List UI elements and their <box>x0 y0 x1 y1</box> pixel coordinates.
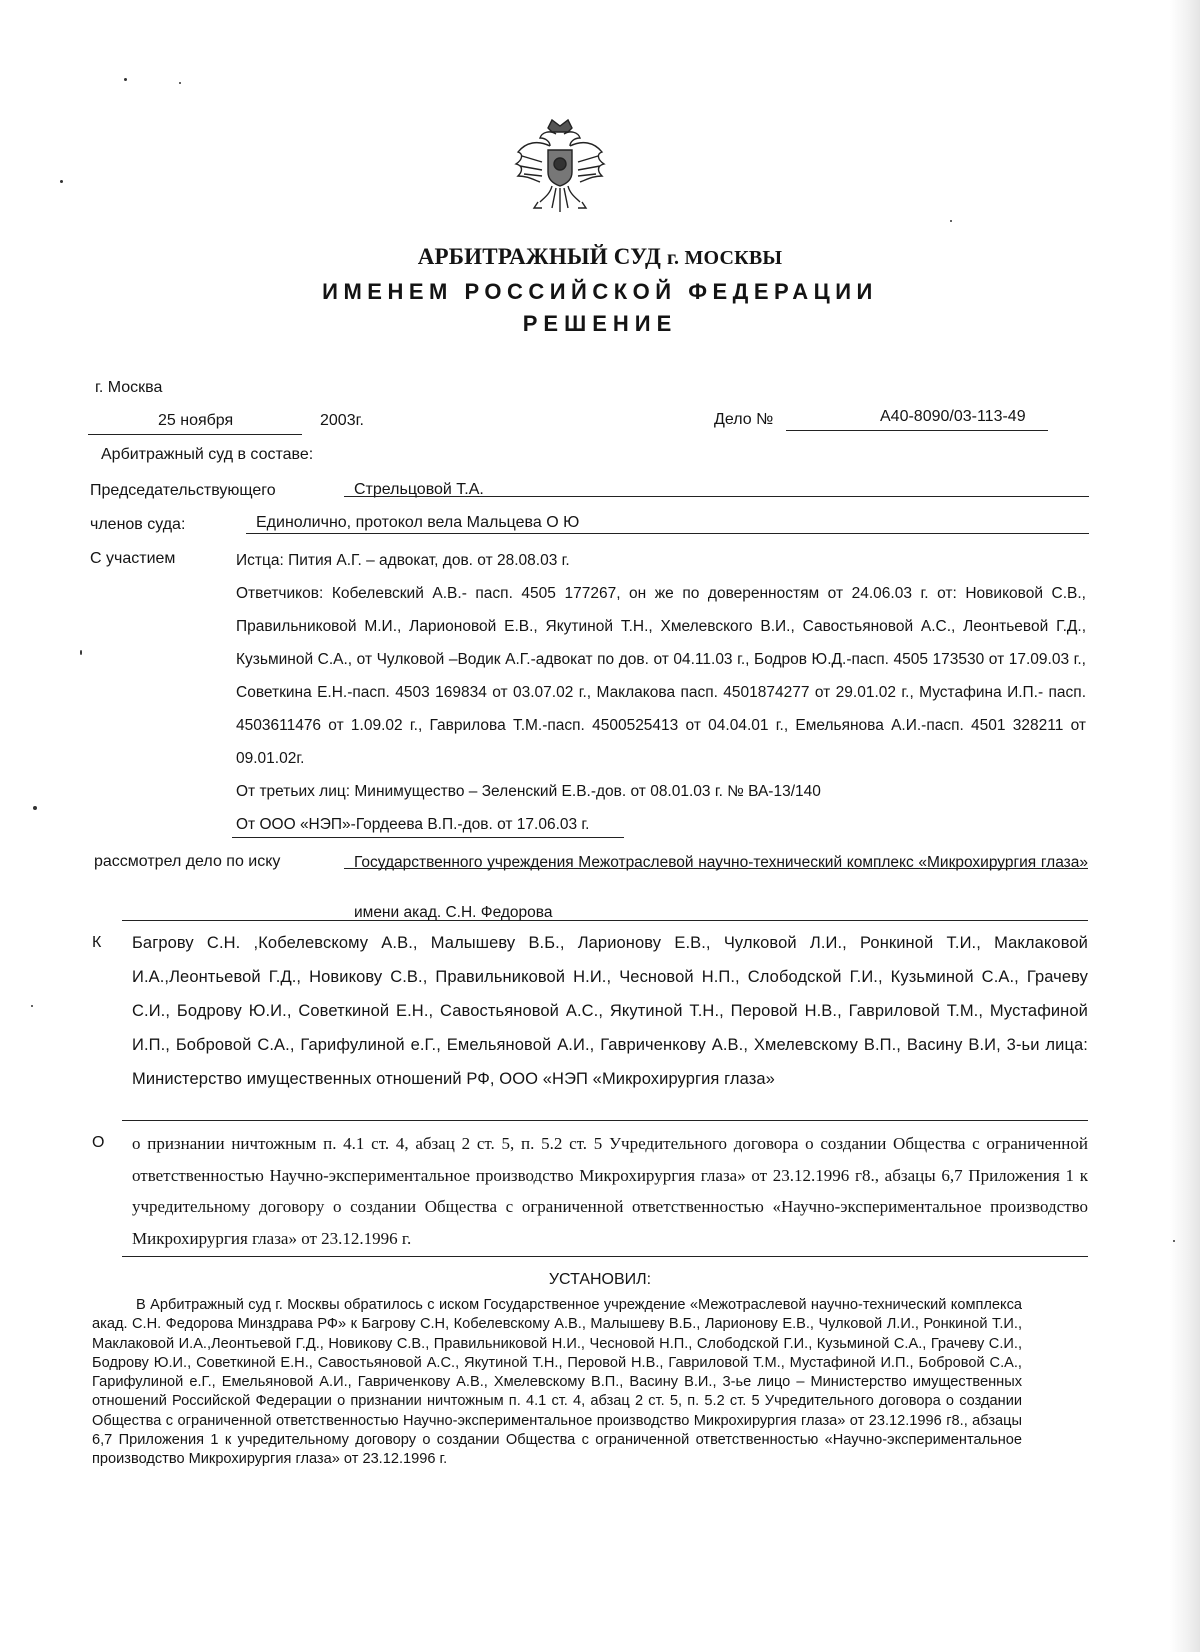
members-underline <box>246 533 1089 534</box>
plaintiff-representative: Истца: Пития А.Г. – адвокат, дов. от 28.08.03 г. <box>236 552 570 569</box>
court-title <box>0 244 1200 270</box>
defendants-list: Багрову С.Н. ,Кобелевскому А.В., Малышеву В.Б., Ларионову Е.В., Чулковой Л.И., Ронкиной Т.И., Маклаковой И.А.,Леонтьевой Г.Д., Новикову С.В., Правильниковой Н.И., Чесновой Н.П., Слободской Г.И., Кузьминой С.А., Грачеву С.И., Бодрову Ю.И., Советкиной Е.Н., Савостьяновой А.С., Якутиной Т.Н., Перовой Н.В., Гавриловой Т.М., Мустафиной И.П., Бобровой С.А., Гарифулиной е.Г., Емельяновой А.И., Гавриченкову А.В., Хмелевскому В.П., Васину В.И, 3-ьи лица: Министерство имущественных отношений РФ, ООО «НЭП «Микрохирургия глаза» <box>132 934 1088 1088</box>
claim-subject: о признании ничтожным п. 4.1 ст. 4, абзац 2 ст. 5, п. 5.2 ст. 5 Учредительного договора о создании Общества с ограниченной ответственностью Научно-экспериментальное производство Микрохирургия глаза» от 23.12.1996 г8., абзацы 6,7 Приложения 1 к учредительному договору о создании Общества с ограниченной ответственностью «Научно-экспериментальное производство Микрохирургия глаза» от 23.12.1996 г. <box>132 1134 1088 1248</box>
defendants-underline <box>122 1120 1088 1121</box>
scan-speck <box>31 1005 33 1007</box>
decision-date: 25 ноября <box>158 412 234 429</box>
scan-speck <box>179 82 181 84</box>
claimant-underline <box>344 868 1088 869</box>
name-of-federation-title: ИМЕНЕМ РОССИЙСКОЙ ФЕДЕРАЦИИ <box>322 279 878 304</box>
scan-speck <box>60 180 63 183</box>
members-label: членов суда: <box>90 516 186 533</box>
scan-speck <box>33 806 37 810</box>
case-number: А40-8090/03-113-49 <box>880 408 1026 425</box>
case-label: Дело № <box>714 411 774 428</box>
scan-speck <box>80 650 82 655</box>
russian-coat-of-arms-emblem <box>512 116 608 216</box>
subject-underline <box>122 1256 1088 1257</box>
court-composition-intro: Арбитражный суд в составе: <box>101 446 314 463</box>
decision-year: 2003г. <box>320 412 364 429</box>
established-heading: УСТАНОВИЛ: <box>548 1271 652 1288</box>
claim-label: рассмотрел дело по иску <box>94 853 281 870</box>
established-text: В Арбитражный суд г. Москвы обратилось с иском Государственное учреждение «Межотраслевой научно-технический комплекса акад. С.Н. Федорова Минздрава РФ» к Багрову С.Н, Кобелевскому А.В., Малышеву В.Б., Ларионову Е.В., Чулковой Л.И., Ронкиной Т.И., Маклаковой И.А.,Леонтьевой Г.Д., Новикову С.В., Правильниковой Н.И., Чесновой Н.П., Слободской Г.И., Кузьминой С.А., Грачеву С.И., Бодрову Ю.И., Советкиной Е.Н., Савостьяновой А.С., Якутиной Т.Н., Перовой Н.В., Гавриловой Т.М., Мустафиной И.П., Бобровой С.А., Гарифулиной е.Г., Емельяновой А.И., Гавриченкову А.В., Хмелевскому В.П., Васину В.И., 3-ье лицо – Министерство имущественных отношений Российской Федерации о признании ничтожным п. 4.1 ст. 4, абзац 2 ст. 5, п. 5.2 ст. 5 Учредительного договора о создании Общества с ограниченной ответственностью Научно-экспериментальное производство Микрохирургия глаза» от 23.12.1996 г8., абзацы 6,7 Приложения 1 к учредительному договору о создании Общества с ограниченной ответственностью «Научно-экспериментальное производство Микрохирургия глаза» от 23.12.1996 г. <box>92 1297 1022 1468</box>
third-parties-representative: От третьих лиц: Минимущество – Зеленский Е.В.-дов. от 08.01.03 г. № ВА-13/140 <box>236 783 821 800</box>
court-title-main: АРБИТРАЖНЫЙ СУД <box>417 244 668 269</box>
presiding-underline <box>344 496 1089 497</box>
participation-label: С участием <box>90 550 176 567</box>
subject-label: О <box>92 1134 105 1151</box>
claimant-underline-2 <box>122 920 1088 921</box>
presiding-label: Председательствующего <box>90 482 276 499</box>
against-label: К <box>92 934 102 951</box>
case-number-underline <box>786 430 1048 431</box>
court-title-city: г. МОСКВЫ <box>667 247 783 269</box>
scan-speck <box>1173 1240 1175 1242</box>
third-parties-representative-2: От ООО «НЭП»-Гордеева В.П.-дов. от 17.06.03 г. <box>236 816 590 833</box>
city: г. Москва <box>95 379 163 396</box>
members-value: Единолично, протокол вела Мальцева О Ю <box>256 514 580 531</box>
date-underline <box>88 434 302 435</box>
scan-speck <box>124 78 127 81</box>
presiding-judge: Стрельцовой Т.А. <box>354 481 484 498</box>
defendants-representatives: Ответчиков: Кобелевский А.В.- пасп. 4505 177267, он же по доверенностям от 24.06.03 г. от: Новиковой С.В., Правильниковой М.И., Ларионовой Е.В., Якутиной Т.Н., Хмелевского В.И., Савостьяновой А.С., Леонтьевой Г.Д., Кузьминой С.А., от Чулковой –Водик А.Г.-адвокат по дов. от 04.11.03 г., Бодров Ю.Д.-пасп. 4505 173530 от 17.09.03 г., Советкина Е.Н.-пасп. 4503 169834 от 03.07.02 г., Маклакова пасп. 4501874277 от 29.01.02 г., Мустафина И.П.- пасп. 4503611476 от 1.09.02 г., Гаврилова Т.М.-пасп. 4500525413 от 04.04.01 г., Емельянова А.И.-пасп. 4501 328211 от 09.01.02г. <box>236 585 1086 767</box>
scan-speck <box>950 220 952 222</box>
decision-title: РЕШЕНИЕ <box>522 311 678 336</box>
claimant: Государственного учреждения Межотраслевой научно-технический комплекс «Микрохирургия глаза» имени акад. С.Н. Федорова <box>354 854 1088 921</box>
